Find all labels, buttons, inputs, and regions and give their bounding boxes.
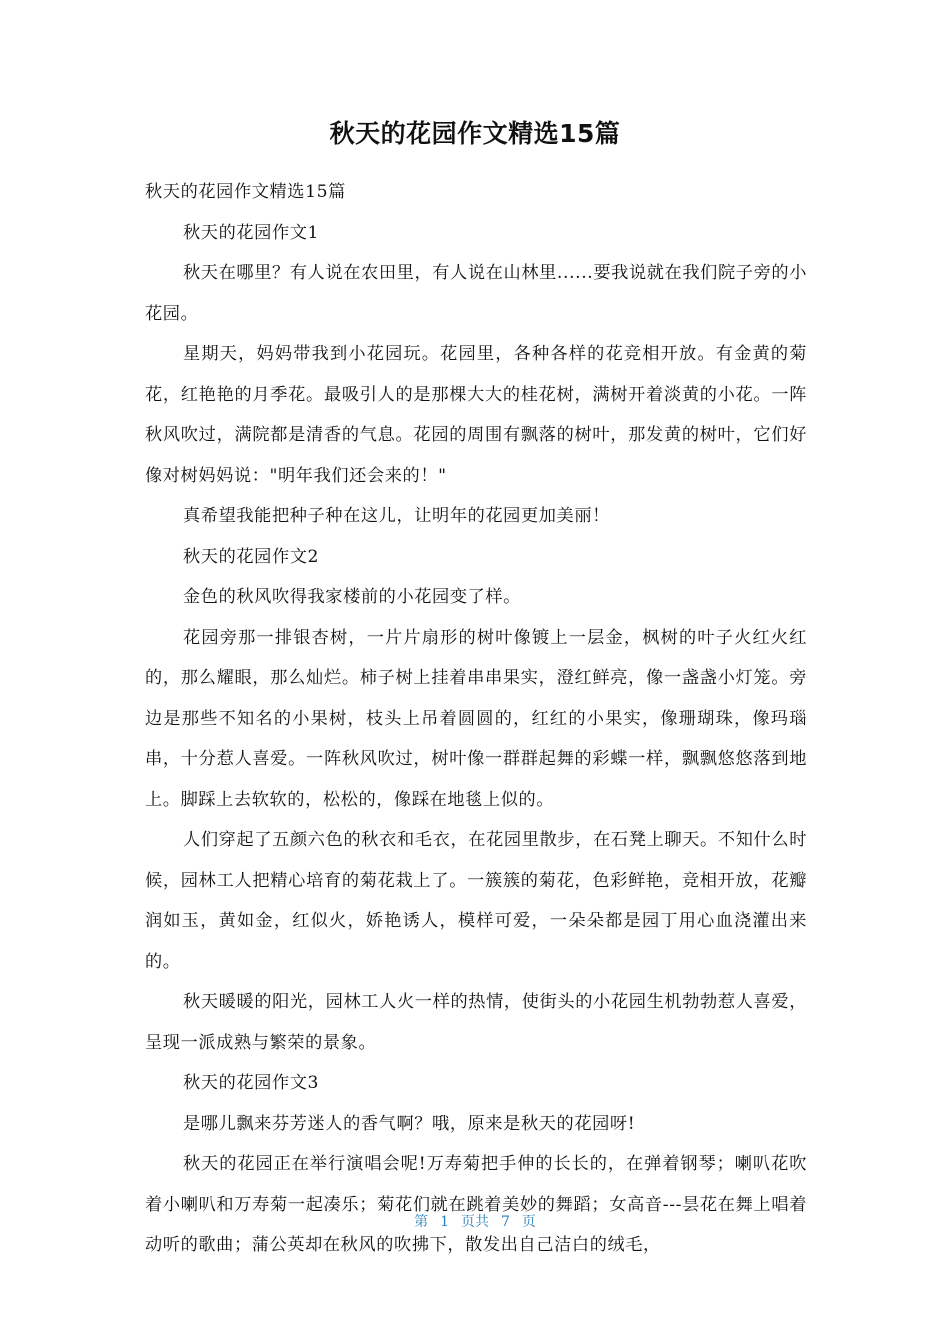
section-heading: 秋天的花园作文3 <box>183 1073 320 1093</box>
paragraph: 秋天的花园作文精选15篇 <box>145 182 346 202</box>
paragraph: 星期天，妈妈带我到小花园玩。花园里，各种各样的花竞相开放。有金黄的菊花，红艳艳的月季花。最吸引人的是那棵大大的桂花树，满树开着淡黄的小花。一阵秋风吹过，满院都是清香的气息。花园的周围有飘落的树叶，那发黄的树叶，它们好像对树妈妈说："明年我们还会来的！" <box>145 344 807 486</box>
section-heading: 秋天的花园作文2 <box>183 546 320 567</box>
footer-middle: 页共 <box>461 1214 489 1230</box>
document-body <box>145 172 807 1266</box>
paragraph: 花园旁那一排银杏树，一片片扇形的树叶像镀上一层金，枫树的叶子火红火红的，那么耀眼，那么灿烂。柿子树上挂着串串果实，澄红鲜亮，像一盏盏小灯笼。旁边是那些不知名的小果树，枝头上吊着圆圆的，红红的小果实，像珊瑚珠，像玛瑙串，十分惹人喜爱。一阵秋风吹过，树叶像一群群起舞的彩蝶一样，飘飘悠悠落到地上。脚踩上去软软的，松松的，像踩在地毯上似的。 <box>145 627 807 810</box>
footer-total-pages: 7 <box>501 1214 510 1230</box>
footer-suffix: 页 <box>521 1214 536 1230</box>
paragraph: 真希望我能把种子种在这儿，让明年的花园更加美丽！ <box>183 506 610 526</box>
paragraph: 是哪儿飘来芬芳迷人的香气啊？哦，原来是秋天的花园呀! <box>183 1113 636 1134</box>
page-title: 秋天的花园作文精选15篇 <box>329 119 621 148</box>
paragraph: 金色的秋风吹得我家楼前的小花园变了样。 <box>183 587 521 607</box>
section-heading: 秋天的花园作文1 <box>183 222 320 243</box>
paragraph: 人们穿起了五颜六色的秋衣和毛衣，在花园里散步，在石凳上聊天。不知什么时候，园林工人把精心培育的菊花栽上了。一簇簇的菊花，色彩鲜艳，竞相开放，花瓣润如玉，黄如金，红似火，娇艳诱人，模样可爱，一朵朵都是园丁用心血浇灌出来的。 <box>145 830 807 972</box>
paragraph: 秋天在哪里？有人说在农田里，有人说在山林里......要我说就在我们院子旁的小花园。 <box>145 263 807 324</box>
page-footer <box>0 1206 950 1238</box>
footer-prefix: 第 <box>414 1214 429 1230</box>
footer-page-number: 1 <box>440 1214 449 1230</box>
paragraph: 秋天的花园正在举行演唱会呢!万寿菊把手伸的长长的，在弹着钢琴；喇叭花吹着小喇叭和万寿菊一起凑乐；菊花们就在跳着美妙的舞蹈；女高音---昙花在舞上唱着动听的歌曲；蒲公英却在秋风的吹拂下，散发出自己洁白的绒毛， <box>145 1154 807 1255</box>
paragraph: 秋天暖暖的阳光，园林工人火一样的热情，使街头的小花园生机勃勃惹人喜爱，呈现一派成熟与繁荣的景象。 <box>145 992 807 1053</box>
